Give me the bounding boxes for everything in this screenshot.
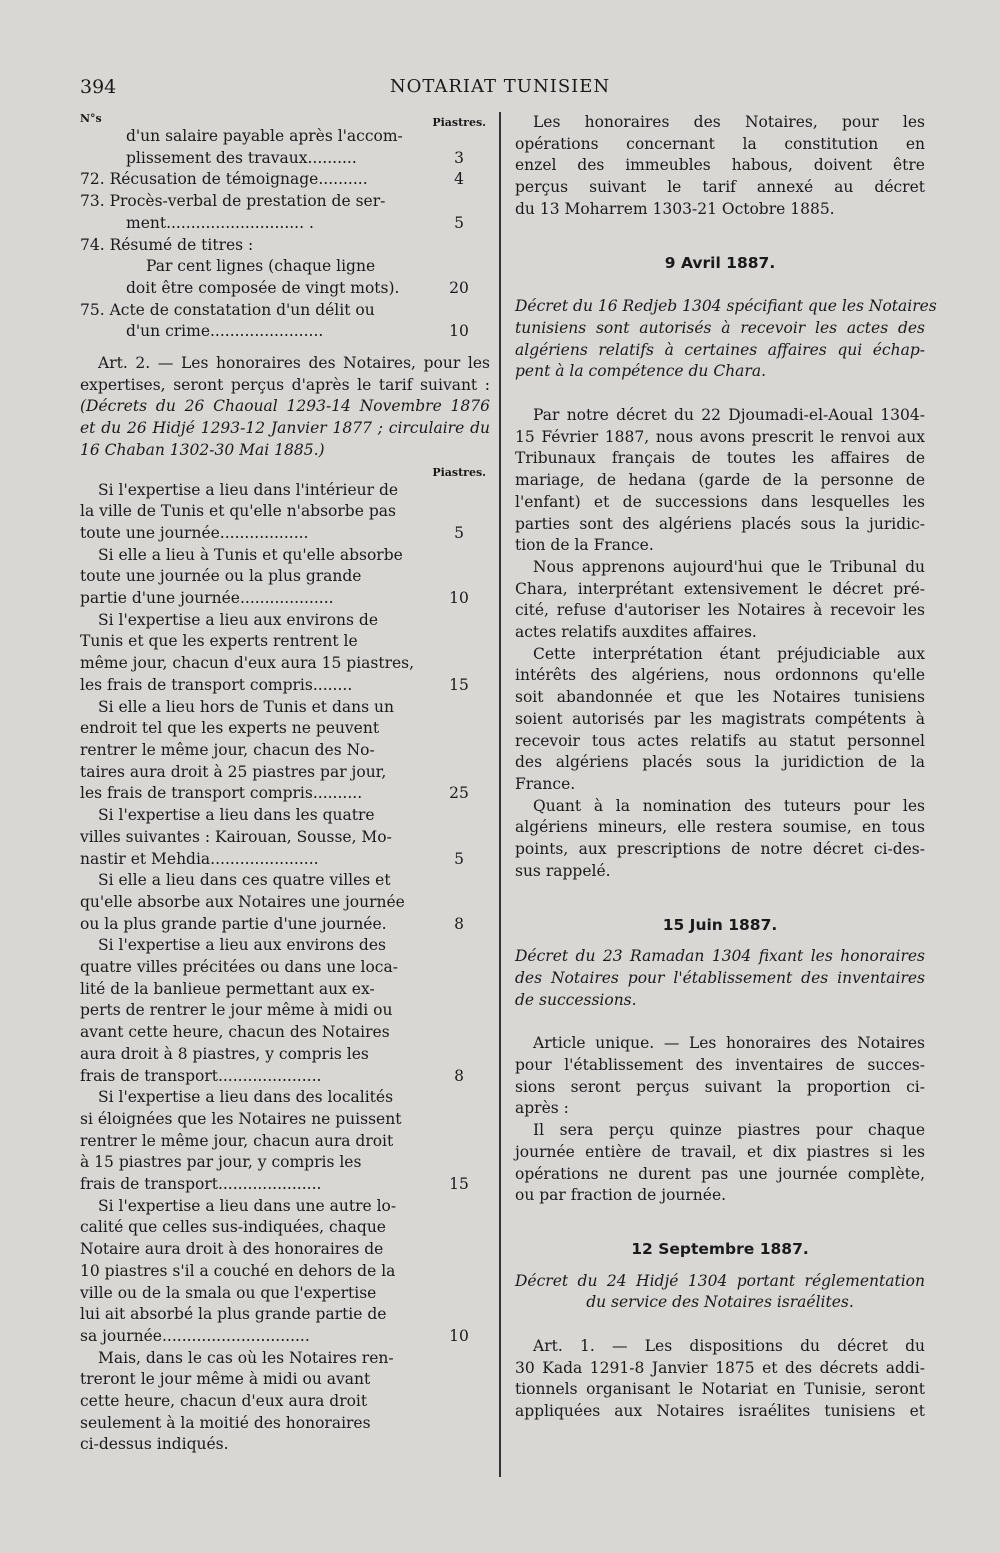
tariff-line-text: quatre villes précitées ou dans une loca- [80, 958, 398, 977]
body-line: appliquées aux Notaires israélites tunisiens et [515, 1402, 925, 1421]
body-line: mariage, de hedana (garde de la personne de [515, 471, 925, 490]
tariff-line-text: Si l'expertise a lieu aux environs de [98, 610, 379, 629]
body-line: sions seront perçus suivant la proportion ci- [515, 1077, 925, 1096]
decree-body-2 [515, 1033, 925, 1207]
decree-title-line: des Notaires pour l'établissement des inventaires [515, 968, 925, 987]
tariff-line-text: Si l'expertise a lieu dans les quatre [98, 806, 375, 825]
article-2-line: expertises, seront perçus d'après le tarif suivant : [80, 375, 490, 394]
tariff-amount: 4 [454, 170, 464, 189]
tariff-line [80, 718, 490, 740]
intro-line: perçus suivant le tarif annexé au décret [515, 178, 925, 197]
tariff-line [80, 1304, 490, 1326]
body-line: France. [515, 774, 576, 793]
body-line: Art. 1. — Les dispositions du décret du [533, 1337, 925, 1356]
body-line: tionnels organisant le Notariat en Tunisie, seront [515, 1380, 925, 1399]
body-line: Cette interprétation étant préjudiciable aux [533, 644, 925, 663]
tariff-line [80, 1066, 490, 1088]
tariff-line-text: taires aura droit à 25 piastres par jour, [80, 762, 387, 781]
tariff-amount: 5 [454, 523, 464, 542]
decree-title-line: pent à la compétence du Chara. [515, 362, 766, 381]
expertise-tariff-list [80, 480, 490, 1457]
tariff-line [80, 1174, 490, 1196]
tariff-amount: 8 [454, 1066, 464, 1085]
tariff-line [80, 1348, 490, 1370]
body-line: sus rappelé. [515, 861, 611, 880]
tariff-line-text: Si l'expertise a lieu dans une autre lo- [98, 1196, 397, 1215]
tariff-line [80, 1087, 490, 1109]
body-line: Nous apprenons aujourd'hui que le Tribunal du [533, 557, 925, 576]
body-line: Article unique. — Les honoraires des Notaires [533, 1034, 925, 1053]
tariff-line-text: Si elle a lieu hors de Tunis et dans un [98, 697, 394, 716]
running-title: NOTARIAT TUNISIEN [389, 76, 611, 97]
tariff-line [80, 501, 490, 523]
intro-paragraph [515, 112, 925, 221]
tariff-amount: 20 [449, 278, 469, 297]
decree-title-1 [515, 296, 937, 383]
tariff-line [80, 870, 490, 892]
tariff-amount: 10 [449, 589, 469, 608]
tariff-line-text: Si l'expertise a lieu dans des localités [98, 1088, 394, 1107]
tariff-line [80, 697, 490, 719]
tariff-line-text: ment............................ . [126, 213, 314, 232]
piastres-label-2: Piastres. [432, 465, 486, 479]
page-number: 394 [80, 76, 117, 98]
article-2-line: (Décrets du 26 Chaoual 1293-14 Novembre 1876 [80, 397, 490, 416]
tariff-line-text: ci-dessus indiqués. [80, 1435, 229, 1454]
body-line: soient autorisés par les magistrats compétents à [515, 709, 925, 728]
body-line: ou par fraction de journée. [515, 1186, 727, 1205]
tariff-line [80, 588, 490, 610]
tariff-line-text: qu'elle absorbe aux Notaires une journée [80, 892, 405, 911]
tariff-amount: 10 [449, 1326, 469, 1345]
tariff-amount: 15 [449, 1175, 469, 1194]
body-line: algériens mineurs, elle restera soumise, en tous [515, 818, 925, 837]
decree-title-line: Décret du 24 Hidjé 1304 portant réglementation [515, 1271, 925, 1290]
decree-title-line: algériens relatifs à certaines affaires qui échap- [515, 340, 925, 359]
body-line: recevoir tous actes relatifs au statut personnel [515, 731, 925, 750]
decree-title-line: Décret du 23 Ramadan 1304 fixant les honoraires [515, 947, 925, 966]
body-line: actes relatifs auxdites affaires. [515, 623, 757, 642]
tariff-line [80, 213, 490, 235]
tariff-line-text: endroit tel que les experts ne peuvent [80, 719, 380, 738]
tariff-line [80, 1391, 490, 1413]
tariff-line-text: 75. Acte de constatation d'un délit ou [80, 300, 375, 319]
tariff-line-text: 10 piastres s'il a couché en dehors de la [80, 1261, 396, 1280]
date-heading-3: 12 Septembre 1887. [631, 1239, 809, 1258]
piastres-label: Piastres. [432, 116, 486, 129]
tariff-line-text: rentrer le même jour, chacun aura droit [80, 1131, 394, 1150]
tariff-line [80, 1109, 490, 1131]
tariff-line-text: toute une journée.................. [80, 523, 309, 542]
tariff-line [80, 480, 490, 502]
tariff-line-text: calité que celles sus-indiquées, chaque [80, 1218, 386, 1237]
tariff-line [80, 805, 490, 827]
right-column [515, 112, 937, 1423]
body-line: des algériens placés sous la juridiction de la [515, 753, 925, 772]
tariff-line-text: treront le jour même à midi ou avant [80, 1370, 371, 1389]
tariff-line-text: à 15 piastres par jour, y compris les [80, 1153, 362, 1172]
body-line: opérations ne durent pas une journée complète, [515, 1164, 925, 1183]
body-line: Tribunaux français de toutes les affaires de [515, 449, 925, 468]
body-line: Chara, interprétant extensivement le décret pré- [515, 579, 925, 598]
decree-body-3 [515, 1336, 925, 1423]
left-column [80, 108, 490, 1456]
tariff-line [80, 979, 490, 1001]
tariff-line-text: si éloignées que les Notaires ne puissent [80, 1109, 402, 1128]
body-line: 15 Février 1887, nous avons prescrit le renvoi aux [515, 427, 925, 446]
tariff-line-text: Si elle a lieu dans ces quatre villes et [98, 871, 391, 890]
decree-title-3 [515, 1271, 925, 1314]
tariff-line [80, 321, 490, 343]
tariff-line-text: même jour, chacun d'eux aura 15 piastres, [80, 654, 415, 673]
tariff-line-text: aura droit à 8 piastres, y compris les [80, 1044, 369, 1063]
tariff-line-text: 73. Procès-verbal de prestation de ser- [80, 192, 386, 211]
tariff-line-text: Si l'expertise a lieu aux environs des [98, 936, 386, 955]
tariff-line-text: Tunis et que les experts rentrent le [80, 632, 358, 651]
tariff-line [80, 278, 490, 300]
tariff-amount: 5 [454, 213, 464, 232]
tariff-line-text: sa journée.............................. [80, 1326, 310, 1345]
tariff-line-text: les frais de transport compris........ [80, 675, 353, 694]
body-line: pour l'établissement des inventaires de succes- [515, 1056, 925, 1075]
intro-line: opérations concernant la constitution en [515, 134, 925, 153]
tariff-line-text: nastir et Mehdia...................... [80, 849, 319, 868]
numbers-label: N°s [80, 112, 102, 125]
body-line: parties sont des algériens placés sous la juridic- [515, 514, 925, 533]
tariff-line-text: Mais, dans le cas où les Notaires ren- [98, 1348, 394, 1367]
tariff-line [80, 1217, 490, 1239]
body-line: journée entière de travail, et dix piastres si les [515, 1142, 925, 1161]
date-heading-2: 15 Juin 1887. [662, 915, 778, 934]
tariff-line [80, 126, 490, 148]
article-2-line: et du 26 Hidjé 1293-12 Janvier 1877 ; circulaire du [80, 419, 490, 438]
tariff-line [80, 1261, 490, 1283]
tariff-line [80, 653, 490, 675]
tariff-amount: 3 [454, 148, 464, 167]
tariff-amount: 25 [449, 784, 469, 803]
tariff-line [80, 1152, 490, 1174]
tariff-line [80, 827, 490, 849]
intro-line: enzel des immeubles habous, doivent être [515, 156, 925, 175]
tariff-line-text: partie d'une journée................... [80, 589, 334, 608]
tariff-line [80, 914, 490, 936]
body-line: Quant à la nomination des tuteurs pour les [533, 796, 925, 815]
tariff-amount: 10 [449, 322, 469, 341]
tariff-line-text: Si elle a lieu à Tunis et qu'elle absorbe [98, 545, 403, 564]
date-heading-1: 9 Avril 1887. [664, 253, 776, 272]
tariff-line [80, 1369, 490, 1391]
tariff-line [80, 1434, 490, 1456]
tariff-line [80, 1022, 490, 1044]
decree-title-line: du service des Notaires israélites. [586, 1293, 854, 1312]
tariff-line-text: d'un crime....................... [126, 322, 324, 341]
tariff-line [80, 191, 490, 213]
tariff-line [80, 1000, 490, 1022]
tariff-line-text: perts de rentrer le jour même à midi ou [80, 1001, 393, 1020]
tariff-line-text: plissement des travaux.......... [126, 148, 357, 167]
article-2-line: Art. 2. — Les honoraires des Notaires, pour les [98, 354, 490, 373]
decree-body-1 [515, 405, 925, 882]
decree-title-line: Décret du 16 Redjeb 1304 spécifiant que les Notaires [515, 297, 937, 316]
intro-line: du 13 Moharrem 1303-21 Octobre 1885. [515, 199, 835, 218]
decree-title-line: tunisiens sont autorisés à recevoir les actes des [515, 318, 925, 337]
tariff-line-text: ville ou de la smala ou que l'expertise [80, 1283, 377, 1302]
tariff-line-text: Notaire aura droit à des honoraires de [80, 1240, 384, 1259]
tariff-line [80, 235, 490, 257]
body-line: intérêts des algériens, nous ordonnons qu'elle [515, 666, 925, 685]
tariff-line [80, 1044, 490, 1066]
tariff-line-text: 72. Récusation de témoignage.......... [80, 170, 368, 189]
fee-list-top [80, 126, 490, 343]
tariff-line-text: frais de transport..................... [80, 1066, 322, 1085]
tariff-line [80, 169, 490, 191]
tariff-line [80, 566, 490, 588]
tariff-line [80, 256, 490, 278]
tariff-line [80, 892, 490, 914]
tariff-amount: 8 [454, 914, 464, 933]
page-header [80, 76, 920, 102]
tariff-line [80, 1413, 490, 1435]
tariff-line [80, 631, 490, 653]
decree-title-2 [515, 946, 925, 1011]
tariff-line [80, 1326, 490, 1348]
tariff-line-text: d'un salaire payable après l'accom- [126, 127, 403, 145]
body-line: soit abandonnée et que les Notaires tunisiens [515, 688, 925, 707]
tariff-line-text: 74. Résumé de titres : [80, 235, 254, 254]
tariff-amount: 15 [449, 675, 469, 694]
tariff-line [80, 545, 490, 567]
tariff-line-text: la ville de Tunis et qu'elle n'absorbe pas [80, 502, 396, 521]
left-column-head [80, 108, 490, 129]
tariff-line [80, 1283, 490, 1305]
tariff-line [80, 740, 490, 762]
decree-title-line: de successions. [515, 990, 637, 1009]
tariff-line-text: Par cent lignes (chaque ligne [146, 257, 376, 276]
article-2-line: 16 Chaban 1302-30 Mai 1885.) [80, 440, 325, 459]
tariff-line-text: toute une journée ou la plus grande [80, 567, 362, 586]
body-line: Par notre décret du 22 Djoumadi-el-Aoual 1304- [533, 406, 925, 425]
body-line: tion de la France. [515, 536, 654, 555]
tariff-line [80, 957, 490, 979]
tariff-line-text: Si l'expertise a lieu dans l'intérieur de [98, 480, 399, 499]
tariff-line [80, 762, 490, 784]
body-line: après : [515, 1099, 569, 1118]
tariff-line [80, 849, 490, 871]
tariff-line [80, 1239, 490, 1261]
tariff-amount: 5 [454, 849, 464, 868]
intro-line: Les honoraires des Notaires, pour les [533, 113, 925, 131]
body-line: cité, refuse d'autoriser les Notaires à recevoir les [515, 601, 925, 620]
tariff-line-text: les frais de transport compris.......... [80, 784, 363, 803]
tariff-line-text: lité de la banlieue permettant aux ex- [80, 979, 375, 998]
tariff-line-text: lui ait absorbé la plus grande partie de [80, 1305, 387, 1324]
tariff-line [80, 300, 490, 322]
tariff-line-text: doit être composée de vingt mots). [126, 278, 400, 297]
tariff-line-text: rentrer le même jour, chacun des No- [80, 740, 375, 759]
tariff-line [80, 1196, 490, 1218]
tariff-line [80, 783, 490, 805]
tariff-line-text: seulement à la moitié des honoraires [80, 1413, 371, 1432]
tariff-line-text: cette heure, chacun d'eux aura droit [80, 1392, 368, 1411]
tariff-line [80, 675, 490, 697]
tariff-line [80, 523, 490, 545]
tariff-line-text: ou la plus grande partie d'une journée. [80, 914, 387, 933]
tariff-line-text: frais de transport..................... [80, 1175, 322, 1194]
tariff-line [80, 610, 490, 632]
tariff-line [80, 935, 490, 957]
body-line: Il sera perçu quinze piastres pour chaque [533, 1121, 925, 1140]
tariff-line-text: villes suivantes : Kairouan, Sousse, Mo- [80, 827, 392, 846]
body-line: l'enfant) et de successions dans lesquelles les [515, 492, 925, 511]
tariff-line [80, 1131, 490, 1153]
article-2 [80, 353, 490, 462]
column-rule [499, 112, 501, 1477]
body-line: points, aux prescriptions de notre décret ci-des- [515, 840, 925, 859]
tariff-line [80, 148, 490, 170]
body-line: 30 Kada 1291-8 Janvier 1875 et des décrets addi- [515, 1358, 925, 1377]
tariff-line-text: avant cette heure, chacun des Notaires [80, 1023, 390, 1042]
